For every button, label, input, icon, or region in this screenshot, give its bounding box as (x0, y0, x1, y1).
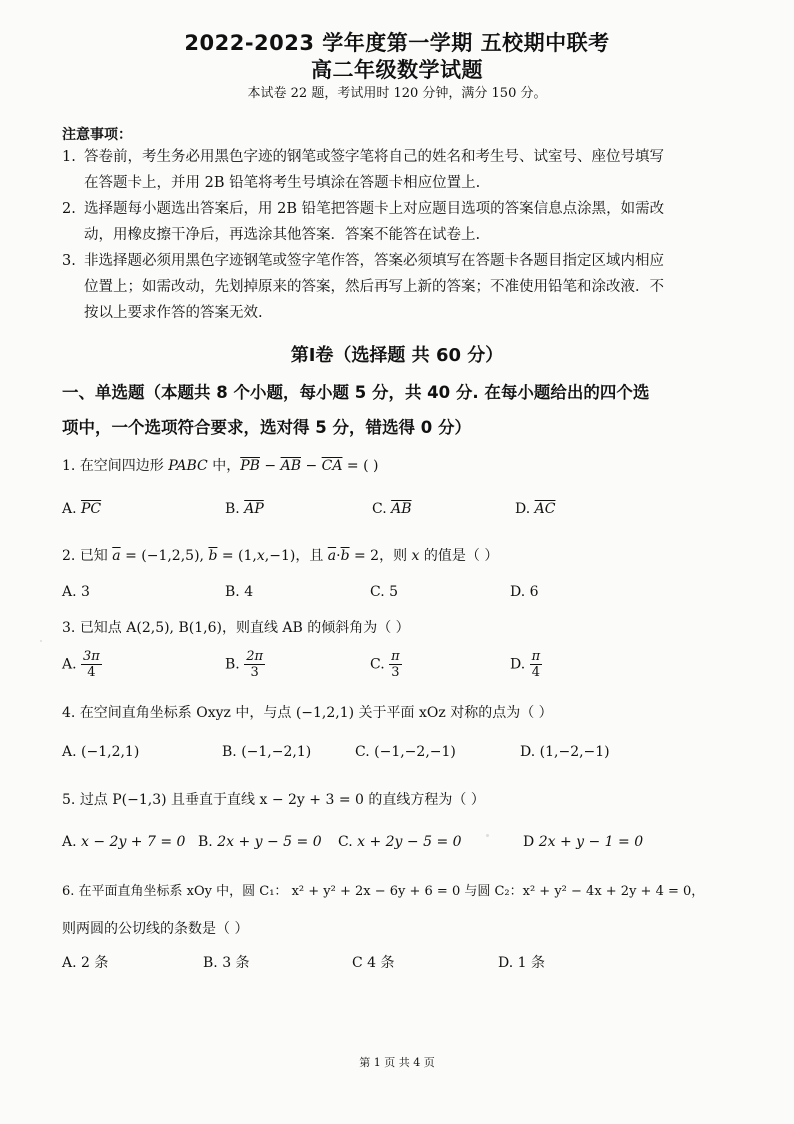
option-value: $\overline{PC}$ (81, 501, 102, 517)
question-1 (62, 455, 378, 475)
option-a (62, 744, 139, 760)
section-heading-line2: 项中，一个选项符合要求，选对得 5 分，错选得 0 分） (62, 418, 471, 437)
option-value: 4 (244, 584, 254, 600)
question-text: ,−1)，且 (264, 548, 328, 564)
operator: · (336, 548, 341, 564)
option-value: 5 (389, 584, 399, 600)
option-label: D. (498, 955, 514, 971)
option-label: D. (510, 656, 526, 673)
option-label: C. (370, 656, 385, 673)
fraction-numerator: π (391, 649, 400, 664)
notice-item (62, 144, 672, 196)
option-value: 1 条 (517, 955, 545, 971)
option-label: A. (62, 584, 77, 600)
question-text: = (−1,2,5), (120, 548, 209, 564)
option-b (198, 834, 322, 850)
option-d (510, 649, 542, 680)
question-text: = (1, (217, 548, 257, 564)
option-b (225, 501, 264, 517)
scan-speck (486, 834, 489, 837)
option-a (62, 952, 108, 972)
operator: = ( (342, 458, 369, 474)
option-value: x − 2y + 7 = 0 (81, 834, 186, 850)
question-text: 在平面直角坐标系 xOy 中，圆 C₁： x² + y² + 2x − 6y + 6 = 0 与圆 C₂：x² + y² − 4x + 2y + 4 = 0， (78, 884, 705, 899)
option-label: C. (372, 501, 387, 517)
notice-item-text: 答卷前，考生务必用黑色字迹的钢笔或签字笔将自己的姓名和考生号、试室号、座位号填写在答题卡上，并用 2B 铅笔将考生号填涂在答题卡相应位置上. (84, 149, 664, 191)
option-b (222, 744, 311, 760)
question-text: 已知点 A(2,5), B(1,6)，则直线 AB 的倾斜角为（ ） (79, 620, 410, 636)
option-label: A. (62, 955, 77, 971)
option-label: B. (225, 656, 240, 673)
question-text: 在空间直角坐标系 Oxyz 中，与点 (−1,2,1) 关于平面 xOz 对称的点为（ ） (79, 705, 553, 721)
question-5 (62, 789, 485, 809)
question-6-continued (62, 918, 248, 938)
question-3 (62, 617, 410, 637)
option-d (523, 834, 643, 850)
option-d (510, 584, 539, 600)
scan-speck (40, 640, 42, 642)
option-value: (−1,−2,−1) (374, 744, 456, 760)
fraction (530, 649, 543, 680)
option-label: B. (225, 584, 240, 600)
option-a (62, 501, 101, 517)
option-d (498, 952, 545, 972)
option-d (520, 744, 610, 760)
option-label: D. (510, 584, 526, 600)
fraction-numerator: 2π (246, 649, 264, 664)
notice-item (62, 196, 672, 248)
volume-title: 第Ⅰ卷（选择题 共 60 分） (290, 345, 504, 366)
question-number: 5. (62, 792, 76, 808)
option-c (355, 744, 456, 760)
section-heading-line1: 一、单选题（本题共 8 个小题，每小题 5 分，共 40 分. 在每小题给出的四个选 (62, 383, 650, 402)
option-c (370, 649, 402, 680)
option-b (225, 649, 265, 680)
notice-item-number: 1. (62, 149, 76, 165)
question-text: 则两圆的公切线的条数是（ ） (62, 921, 249, 937)
vector-symbol: $\overline{a}$ (112, 548, 121, 564)
notice-item-number: 2. (62, 201, 76, 217)
math-symbol: PABC (168, 458, 208, 474)
operator: − (259, 458, 281, 474)
option-label: D (523, 834, 535, 850)
fraction-denominator: 4 (531, 665, 541, 680)
option-d (515, 501, 555, 517)
notice-item-text: 选择题每小题选出答案后，用 2B 铅笔把答题卡上对应题目选项的答案信息点涂黑，如需改动，用橡皮擦干净后，再选涂其他答案．答案不能答在试卷上. (84, 201, 665, 243)
option-value: 3 (81, 584, 90, 600)
option-value: 2x + y − 5 = 0 (217, 834, 322, 850)
option-label: C. (355, 744, 370, 760)
exam-title: 2022-2023 学年度第一学期 五校期中联考 (184, 31, 610, 55)
fraction-denominator: 3 (250, 665, 259, 680)
vector-symbol: $\overline{a}$ (327, 548, 337, 564)
option-value: (1,−2,−1) (539, 744, 610, 760)
operator: − (301, 458, 322, 474)
option-a (62, 649, 102, 680)
option-b (203, 952, 250, 972)
option-value: 4 条 (367, 955, 395, 971)
option-value: (−1,2,1) (81, 744, 140, 760)
question-number: 3. (62, 620, 76, 636)
notice-item (62, 248, 672, 326)
vector-symbol: $\overline{b}$ (340, 548, 350, 564)
question-number: 6. (62, 884, 75, 899)
option-label: A. (62, 834, 77, 850)
vector-symbol: $\overline{AB}$ (280, 458, 301, 474)
fraction-denominator: 3 (391, 665, 400, 680)
exam-info: 本试卷 22 题，考试用时 120 分钟，满分 150 分。 (247, 86, 547, 101)
option-label: B. (203, 955, 218, 971)
option-label: C (352, 955, 363, 971)
math-symbol: x (256, 548, 265, 564)
option-c (352, 952, 395, 972)
option-value: $\overline{AB}$ (391, 501, 412, 517)
question-text: 已知 (79, 548, 113, 564)
option-label: D. (520, 744, 536, 760)
fraction-numerator: 3π (83, 649, 100, 664)
question-number: 4. (62, 705, 76, 721)
question-number: 2. (62, 548, 76, 564)
option-label: B. (198, 834, 213, 850)
option-label: B. (225, 501, 240, 517)
option-value: 2x + y − 1 = 0 (538, 834, 644, 850)
question-text: 的值是（ ） (419, 548, 499, 564)
option-c (338, 834, 462, 850)
notice-item-number: 3. (62, 253, 76, 269)
fraction-denominator: 4 (87, 665, 96, 680)
notice-heading: 注意事项： (62, 127, 132, 143)
question-text: 中， (207, 458, 241, 474)
fraction (81, 649, 102, 680)
page-footer: 第 1 页 共 4 页 (359, 1056, 435, 1069)
option-label: A. (62, 656, 77, 673)
option-label: C. (370, 584, 385, 600)
option-b (225, 584, 253, 600)
option-label: D. (515, 501, 531, 517)
option-label: C. (338, 834, 353, 850)
notice-item-text: 非选择题必须用黑色字迹钢笔或签字笔作答，答案必须填写在答题卡各题目指定区域内相应位置上；如需改动，先划掉原来的答案，然后再写上新的答案；不准使用铅笔和涂改液．不按以上要求作答的答案无效. (84, 253, 664, 321)
option-value: (−1,−2,1) (241, 744, 312, 760)
option-value: 3 条 (222, 955, 250, 971)
question-4 (62, 702, 553, 722)
option-label: B. (222, 744, 237, 760)
option-value: x + 2y − 5 = 0 (357, 834, 462, 850)
vector-symbol: $\overline{PB}$ (240, 458, 260, 474)
answer-blank: ) (368, 458, 379, 474)
option-c (372, 501, 412, 517)
fraction (244, 649, 265, 680)
question-6 (62, 880, 704, 899)
exam-subject-title: 高二年级数学试题 (311, 58, 483, 82)
option-value: $\overline{AP}$ (244, 501, 264, 517)
vector-symbol: $\overline{b}$ (208, 548, 218, 564)
question-text: 在空间四边形 (79, 458, 169, 474)
question-2 (62, 545, 498, 565)
math-symbol: x (411, 548, 420, 564)
question-text: 过点 P(−1,3) 且垂直于直线 x − 2y + 3 = 0 的直线方程为（ ） (79, 792, 485, 808)
fraction-numerator: π (531, 649, 541, 664)
option-value: 2 条 (81, 955, 109, 971)
question-text: = 2，则 (349, 548, 412, 564)
option-a (62, 834, 185, 850)
option-label: A. (62, 744, 77, 760)
vector-symbol: $\overline{CA}$ (321, 458, 343, 474)
option-value: 6 (529, 584, 539, 600)
option-label: A. (62, 501, 77, 517)
fraction (389, 649, 402, 680)
option-value: $\overline{AC}$ (534, 501, 556, 517)
option-a (62, 584, 90, 600)
question-number: 1. (62, 458, 76, 474)
option-c (370, 584, 398, 600)
